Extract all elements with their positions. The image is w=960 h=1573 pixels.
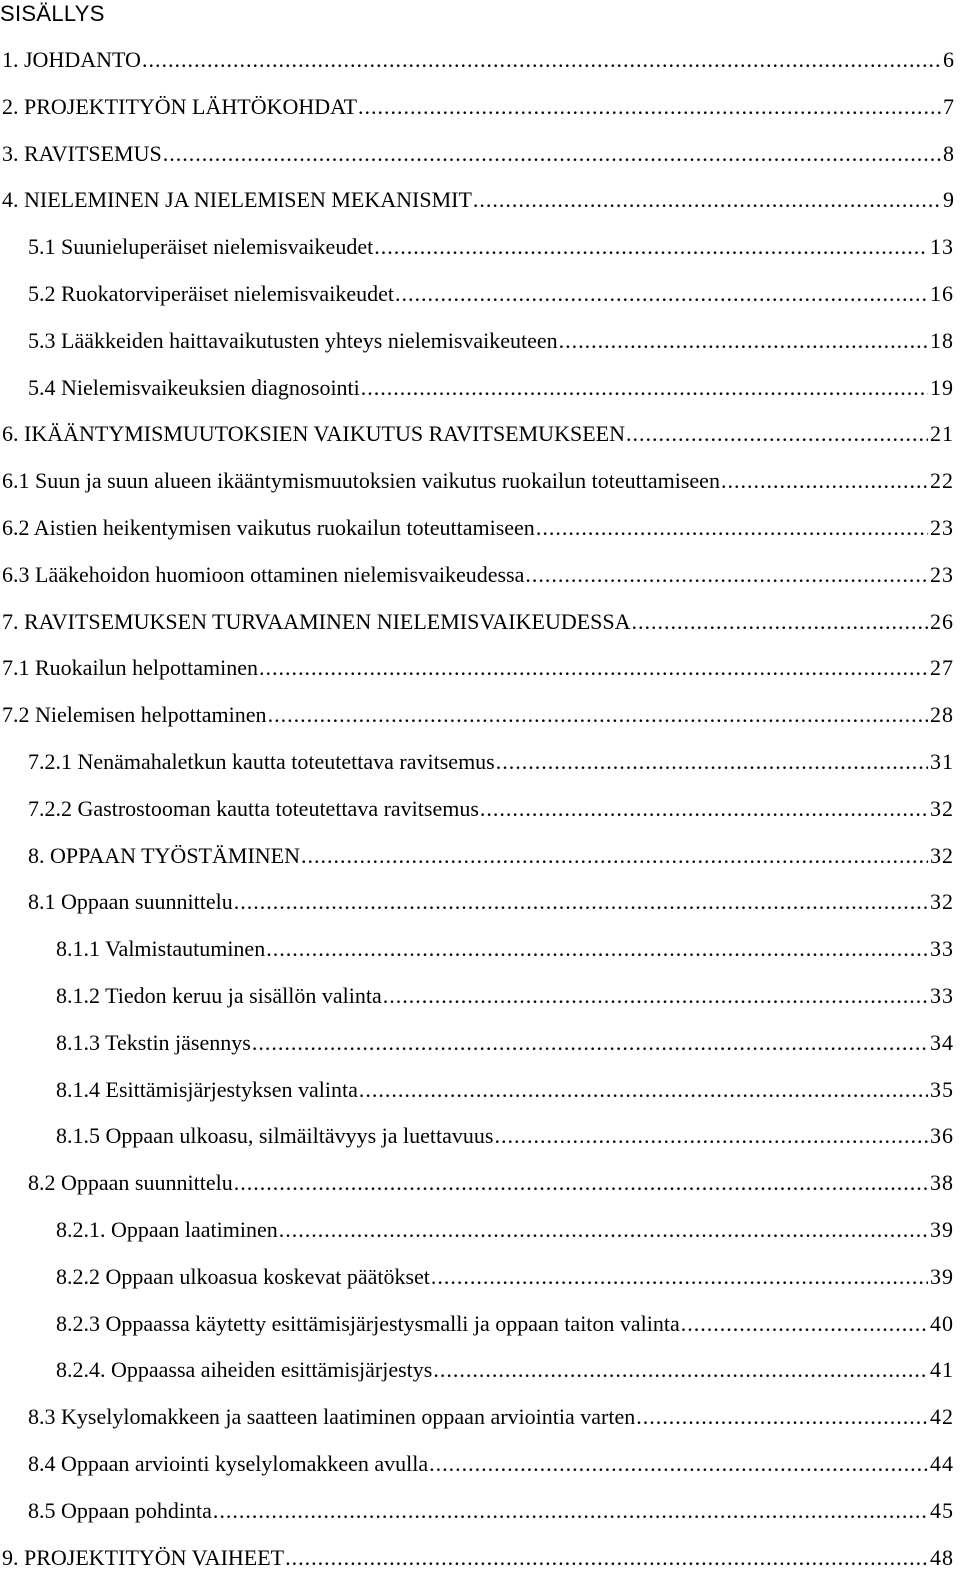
- toc-dot-leader: [361, 373, 928, 403]
- toc-entry: [2, 139, 954, 169]
- toc-dot-leader: [395, 279, 928, 309]
- toc-entry-page-number: 44: [930, 1451, 954, 1476]
- toc-entry-title: 8.5 Oppaan pohdinta: [28, 1497, 212, 1523]
- toc-entry-title: 5.4 Nielemisvaikeuksien diagnosointi: [28, 374, 360, 400]
- toc-entry-title: 8.1 Oppaan suunnittelu: [28, 889, 233, 915]
- toc-dot-leader: [536, 513, 928, 543]
- toc-entry-title: 8.1.1 Valmistautuminen: [56, 936, 266, 962]
- toc-entry: [56, 1215, 954, 1245]
- toc-dot-leader: [525, 560, 928, 590]
- toc-entry-title: 8. OPPAAN TYÖSTÄMINEN: [28, 842, 300, 868]
- toc-entry-title: 8.4 Oppaan arviointi kyselylomakkeen avulla: [28, 1451, 429, 1476]
- toc-entry: [2, 607, 954, 637]
- toc-dot-leader: [268, 700, 928, 730]
- toc-entry-title: 6.3 Lääkehoidon huomioon ottaminen nielemisvaikeudessa: [2, 561, 525, 587]
- toc-entry-title: 6.1 Suun ja suun alueen ikääntymismuutoksien vaikutus ruokailun toteuttamiseen: [2, 468, 720, 494]
- toc-entry-page-number: 31: [930, 749, 954, 774]
- toc-entry: [56, 981, 954, 1011]
- toc-entry-title: 6. IKÄÄNTYMISMUUTOKSIEN VAIKUTUS RAVITSEMUKSEEN: [2, 421, 625, 447]
- toc-entry: [2, 653, 954, 683]
- toc-dot-leader: [259, 653, 928, 683]
- toc-dot-leader: [495, 1121, 929, 1151]
- toc-dot-leader: [163, 139, 941, 169]
- toc-entry-title: 9. PROJEKTITYÖN VAIHEET: [2, 1544, 285, 1570]
- toc-entry-title: 6.2 Aistien heikentymisen vaikutus ruokailun toteuttamiseen: [2, 515, 535, 540]
- toc-entry-page-number: 23: [930, 561, 954, 587]
- toc-entry-page-number: 23: [930, 515, 954, 540]
- toc-entry-title: 8.1.2 Tiedon keruu ja sisällön valinta: [56, 983, 382, 1008]
- toc-entry-page-number: 39: [930, 1263, 954, 1289]
- toc-dot-leader: [431, 1262, 928, 1292]
- toc-entry: [28, 373, 954, 403]
- toc-entry: [28, 1402, 954, 1432]
- toc-dot-leader: [626, 419, 928, 449]
- toc-entry-title: 8.1.5 Oppaan ulkoasu, silmäiltävyys ja luettavuus: [56, 1123, 494, 1149]
- toc-entry-page-number: 35: [930, 1076, 954, 1102]
- toc-entry-page-number: 45: [930, 1497, 954, 1523]
- toc-dot-leader: [721, 466, 928, 496]
- toc-entry-title: 5.1 Suunieluperäiset nielemisvaikeudet: [28, 234, 374, 260]
- toc-entry: [56, 1075, 954, 1105]
- toc-entry-title: 5.2 Ruokatorviperäiset nielemisvaikeudet: [28, 281, 394, 306]
- toc-entry: [28, 232, 954, 262]
- toc-dot-leader: [279, 1215, 928, 1245]
- toc-entry-title: 8.2.3 Oppaassa käytetty esittämisjärjestysmalli ja oppaan taiton valinta: [56, 1310, 680, 1336]
- toc-entry-page-number: 39: [930, 1217, 954, 1242]
- toc-entry-title: 7. RAVITSEMUKSEN TURVAAMINEN NIELEMISVAIKEUDESSA: [2, 608, 631, 634]
- toc-entry: [28, 1449, 954, 1479]
- toc-dot-leader: [429, 1449, 928, 1479]
- toc-entry: [56, 1262, 954, 1292]
- toc-entry-title: 7.2.1 Nenämahaletkun kautta toteutettava ravitsemus: [28, 749, 495, 774]
- toc-entry-title: 8.1.3 Tekstin jäsennys: [56, 1029, 251, 1055]
- toc-entry-page-number: 32: [930, 842, 954, 868]
- toc-entry-title: 7.2 Nielemisen helpottaminen: [2, 702, 267, 728]
- toc-entry: [28, 887, 954, 917]
- toc-dot-leader: [234, 887, 928, 917]
- toc-dot-leader: [496, 747, 928, 777]
- toc-entry-page-number: 32: [930, 795, 954, 821]
- toc-entry-page-number: 41: [930, 1357, 954, 1383]
- toc-entry-title: 2. PROJEKTITYÖN LÄHTÖKOHDAT: [2, 93, 358, 119]
- toc-entry-title: 5.3 Lääkkeiden haittavaikutusten yhteys nielemisvaikeuteen: [28, 327, 558, 353]
- toc-entry-title: 8.2.1. Oppaan laatiminen: [56, 1217, 278, 1242]
- toc-entry: [56, 1355, 954, 1385]
- toc-entry-title: 8.2.2 Oppaan ulkoasua koskevat päätökset: [56, 1263, 430, 1289]
- toc-heading: SISÄLLYS: [0, 1, 105, 26]
- toc-entry-page-number: 48: [930, 1544, 954, 1570]
- toc-entry-page-number: 33: [930, 983, 954, 1008]
- toc-entry-page-number: 21: [930, 421, 954, 447]
- toc-entry: [2, 45, 954, 75]
- toc-entry-page-number: 33: [930, 936, 954, 962]
- toc-entry-page-number: 36: [930, 1123, 954, 1149]
- toc-entry-page-number: 28: [930, 702, 954, 728]
- toc-entry: [28, 1496, 954, 1526]
- toc-dot-leader: [473, 185, 941, 215]
- toc-entry-page-number: 22: [930, 468, 954, 494]
- toc-entry: [56, 1121, 954, 1151]
- toc-entry: [28, 794, 954, 824]
- toc-entry: [2, 513, 954, 543]
- toc-entry-page-number: 18: [930, 327, 954, 353]
- toc-entry-page-number: 13: [930, 234, 954, 260]
- toc-entry: [28, 1168, 954, 1198]
- toc-entry-page-number: 42: [930, 1404, 954, 1430]
- toc-dot-leader: [433, 1355, 928, 1385]
- toc-entry-title: 7.1 Ruokailun helpottaminen: [2, 655, 259, 681]
- toc-entry-page-number: 9: [943, 187, 954, 213]
- toc-entry: [2, 1543, 954, 1573]
- toc-entry-title: 1. JOHDANTO: [2, 47, 141, 72]
- toc-dot-leader: [252, 1028, 928, 1058]
- toc-dot-leader: [359, 1075, 928, 1105]
- toc-entry-page-number: 19: [930, 374, 954, 400]
- toc-entry-page-number: 32: [930, 889, 954, 915]
- toc-entry-page-number: 6: [943, 47, 954, 72]
- toc-dot-leader: [480, 794, 928, 824]
- toc-entry-title: 8.1.4 Esittämisjärjestyksen valinta: [56, 1076, 358, 1102]
- toc-entry: [2, 466, 954, 496]
- toc-entry: [2, 185, 954, 215]
- toc-dot-leader: [213, 1496, 928, 1526]
- toc-entry: [56, 934, 954, 964]
- toc-entry-title: 4. NIELEMINEN JA NIELEMISEN MEKANISMIT: [2, 187, 472, 213]
- toc-dot-leader: [559, 326, 928, 356]
- toc-dot-leader: [301, 841, 928, 871]
- toc-entry: [2, 560, 954, 590]
- toc-dot-leader: [142, 45, 941, 75]
- toc-entry: [2, 700, 954, 730]
- toc-dot-leader: [285, 1543, 928, 1573]
- toc-dot-leader: [234, 1168, 928, 1198]
- toc-entry: [28, 747, 954, 777]
- toc-dot-leader: [374, 232, 928, 262]
- toc-entry-page-number: 16: [930, 281, 954, 306]
- toc-entry: [28, 326, 954, 356]
- toc-entry-page-number: 27: [930, 655, 954, 681]
- toc-dot-leader: [383, 981, 928, 1011]
- toc-entry-page-number: 40: [930, 1310, 954, 1336]
- toc-dot-leader: [681, 1309, 928, 1339]
- toc-entry-page-number: 7: [943, 93, 954, 119]
- toc-entry-title: 8.2.4. Oppaassa aiheiden esittämisjärjestys: [56, 1357, 433, 1383]
- toc-entry: [2, 92, 954, 122]
- toc-entry: [2, 419, 954, 449]
- toc-entry-page-number: 38: [930, 1170, 954, 1196]
- toc-entry: [56, 1028, 954, 1058]
- toc-dot-leader: [636, 1402, 928, 1432]
- toc-entry: [28, 841, 954, 871]
- toc-dot-leader: [632, 607, 928, 637]
- toc-entry-title: 3. RAVITSEMUS: [2, 140, 162, 166]
- toc-entry-page-number: 8: [943, 140, 954, 166]
- toc-entry-page-number: 26: [930, 608, 954, 634]
- toc-entry-page-number: 34: [930, 1029, 954, 1055]
- toc-entry: [56, 1309, 954, 1339]
- toc-entry-title: 7.2.2 Gastrostooman kautta toteutettava ravitsemus: [28, 795, 479, 821]
- toc-dot-leader: [266, 934, 928, 964]
- toc-entry-title: 8.3 Kyselylomakkeen ja saatteen laatiminen oppaan arviointia varten: [28, 1404, 636, 1430]
- toc-entry-title: 8.2 Oppaan suunnittelu: [28, 1170, 233, 1196]
- toc-dot-leader: [358, 92, 941, 122]
- toc-entry: [28, 279, 954, 309]
